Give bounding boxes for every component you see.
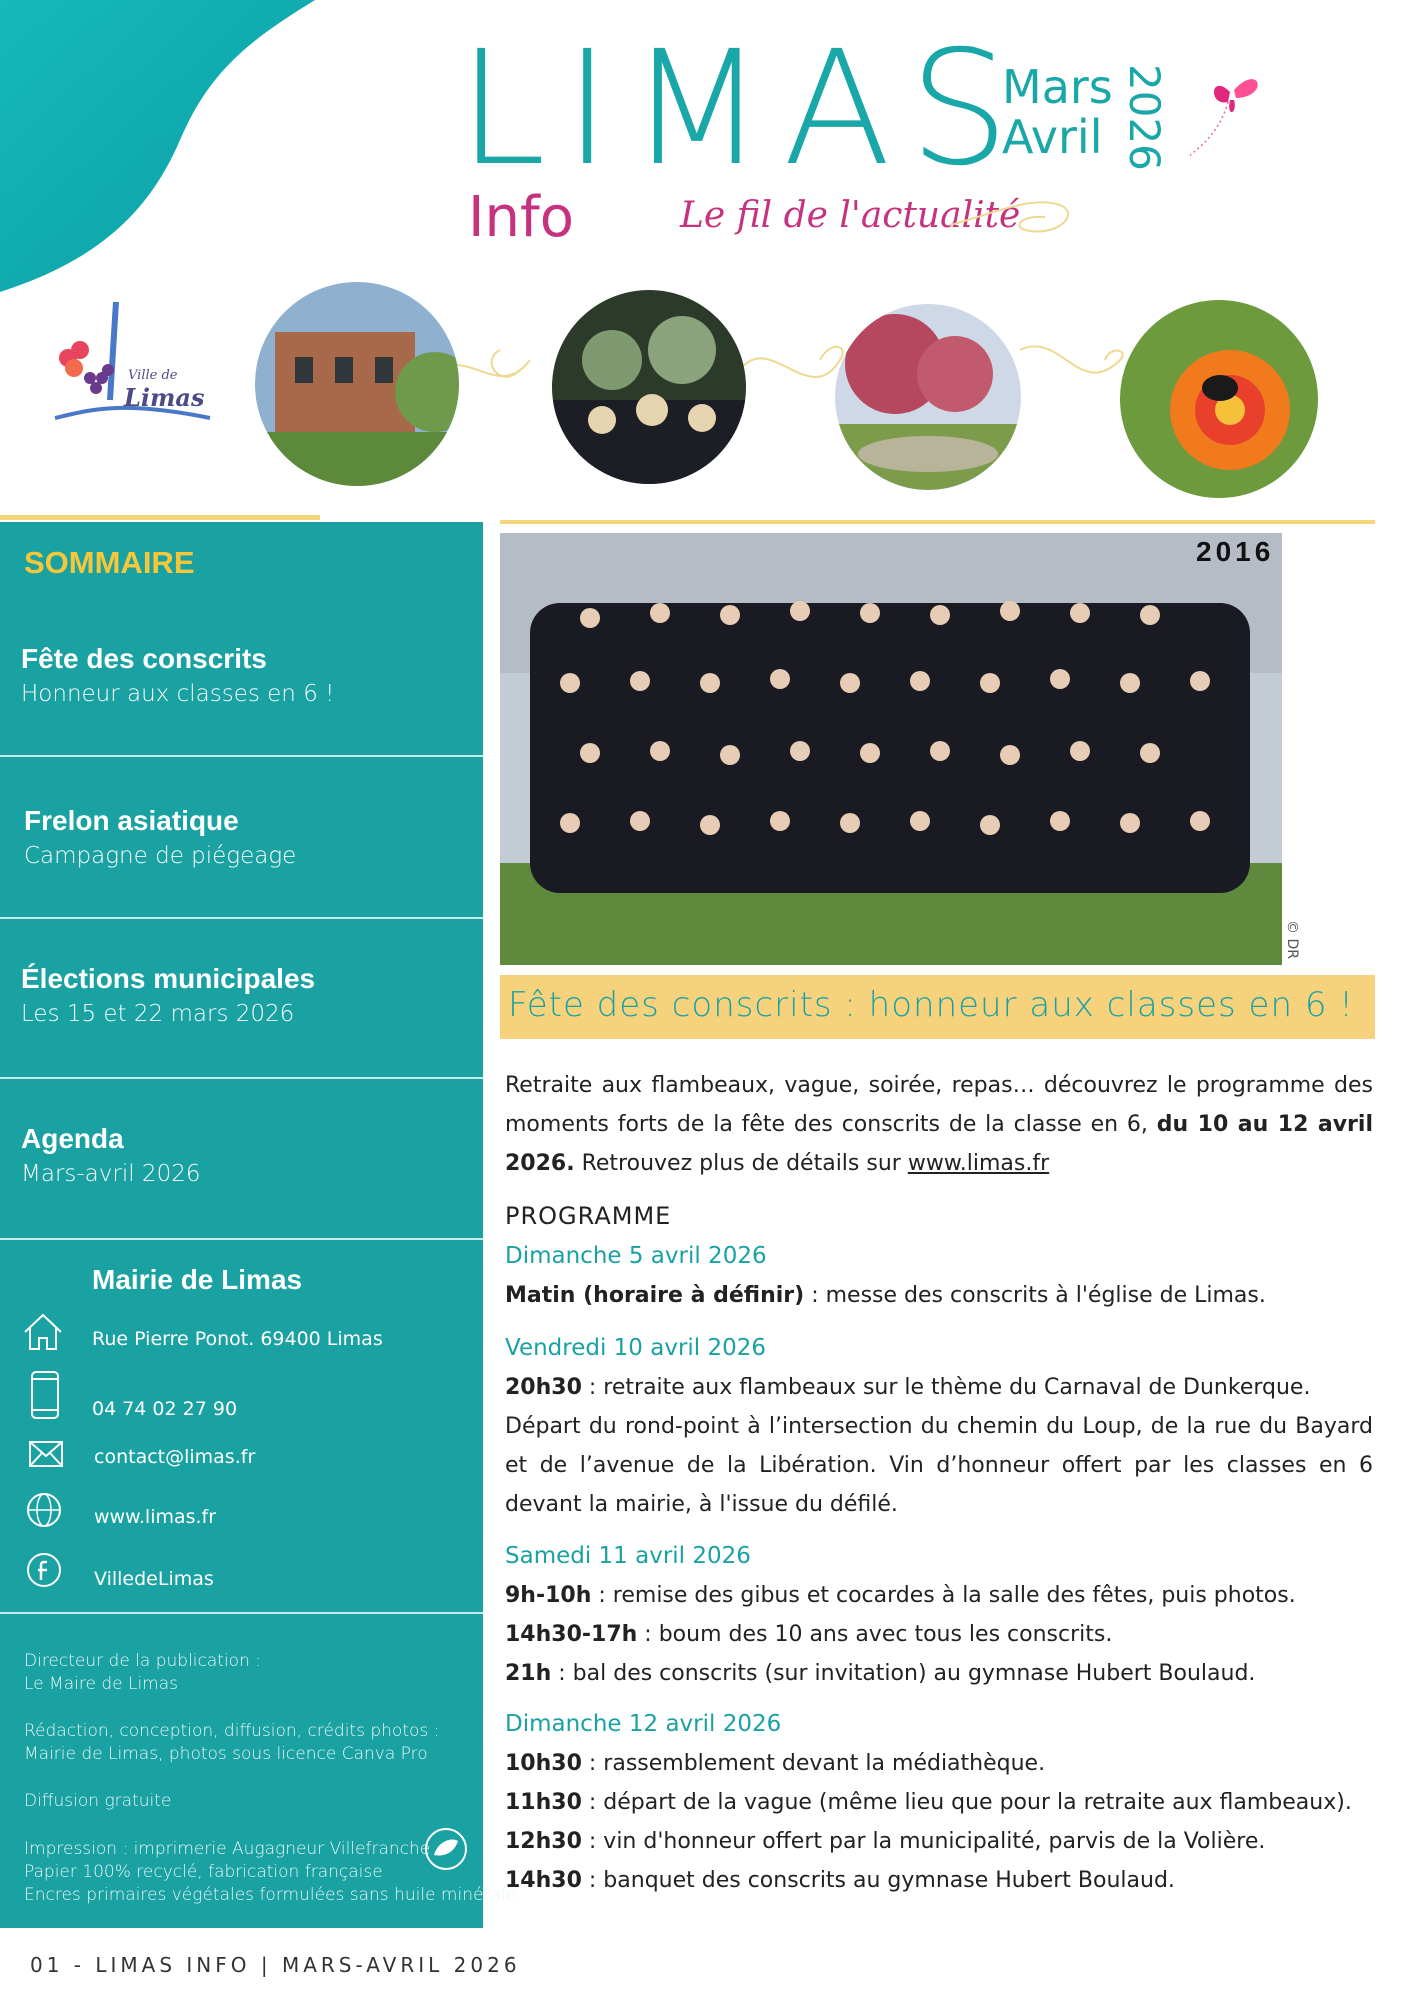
home-icon (22, 1310, 64, 1352)
sommaire-item-title[interactable]: Frelon asiatique (24, 805, 239, 836)
programme-event: 11h30 : départ de la vague (même lieu que pour la retraite aux flambeaux). (505, 1790, 1352, 1815)
programme-title: PROGRAMME (505, 1202, 672, 1230)
programme-event: Matin (horaire à définir) : messe des conscrits à l'église de Limas. (505, 1283, 1266, 1308)
photo-blossom-park (835, 304, 1021, 490)
article-top-rule (500, 520, 1375, 524)
programme-day: Dimanche 5 avril 2026 (505, 1243, 767, 1269)
butterfly-icon (1190, 52, 1290, 162)
mairie-address: Rue Pierre Ponot. 69400 Limas (92, 1328, 383, 1350)
programme-event: 21h : bal des conscrits (sur invitation) au gymnase Hubert Boulaud. (505, 1661, 1256, 1686)
phone-icon (30, 1370, 60, 1422)
programme-day: Vendredi 10 avril 2026 (505, 1335, 767, 1361)
photo-town-hall (255, 282, 459, 486)
masthead-year (1118, 64, 1178, 174)
sidebar-divider (0, 1077, 483, 1079)
sidebar-divider (0, 755, 483, 757)
programme-event: Départ du rond-point à l’intersection du chemin du Loup, de la rue du Bayard et de l’avenue de la Libération. Vin d’honneur offert par les classes en 6 devant la mairie, à l'issue du défilé. (505, 1414, 1373, 1517)
sommaire-item-subtitle: Mars-avril 2026 (21, 1161, 201, 1187)
mairie-website[interactable]: www.limas.fr (94, 1506, 217, 1528)
masthead-title: LIMAS (458, 17, 1028, 201)
sommaire-item-title[interactable]: Agenda (21, 1123, 124, 1154)
sommaire-item-title[interactable]: Fête des conscrits (21, 643, 267, 674)
programme-event: 10h30 : rassemblement devant la médiathèque. (505, 1751, 1046, 1776)
header-wave (0, 0, 320, 300)
website-link[interactable]: www.limas.fr (907, 1151, 1050, 1176)
programme-day: Dimanche 12 avril 2026 (505, 1711, 782, 1737)
mairie-phone[interactable]: 04 74 02 27 90 (92, 1398, 238, 1420)
tagline-swirl (950, 195, 1080, 245)
sommaire-heading: SOMMAIRE (24, 545, 195, 580)
sommaire-item-subtitle: Les 15 et 22 mars 2026 (21, 1001, 295, 1027)
sidebar (0, 522, 483, 1928)
sommaire-item-subtitle: Honneur aux classes en 6 ! (21, 681, 335, 707)
programme-event: 20h30 : retraite aux flambeaux sur le thème du Carnaval de Dunkerque. (505, 1375, 1311, 1400)
eco-leaf-icon (424, 1827, 468, 1871)
photo-conscrits-parade (552, 290, 746, 484)
masthead-month-2: Avril (1002, 110, 1103, 164)
mail-icon (28, 1440, 64, 1468)
credit-impression: Impression : imprimerie Augagneur Villefranche Papier 100% recyclé, fabrication française Encres primaires végétales formulées sans huile minérale (24, 1839, 517, 1905)
page-footer: 01 - LIMAS INFO | MARS-AVRIL 2026 (30, 1953, 521, 1977)
facebook-icon (26, 1552, 66, 1592)
logo-ville-text: Ville de (128, 368, 178, 383)
programme-event: 14h30-17h : boum des 10 ans avec tous les conscrits. (505, 1622, 1113, 1647)
mairie-email[interactable]: contact@limas.fr (94, 1446, 256, 1468)
programme-event: 12h30 : vin d'honneur offert par la municipalité, parvis de la Volière. (505, 1829, 1266, 1854)
sidebar-divider (0, 917, 483, 919)
logo-limas-text: Limas (124, 383, 205, 412)
globe-icon (26, 1492, 66, 1532)
article-headline: Fête des conscrits : honneur aux classes en 6 ! (508, 985, 1354, 1025)
credit-publication: Directeur de la publication : Le Maire de Limas (24, 1651, 261, 1694)
article-intro: Retraite aux flambeaux, vague, soirée, repas… découvrez le programme des moments forts de la fête des conscrits de la classe en 6, du 10 au 12 avril 2026. Retrouvez plus de détails sur www.limas.fr (505, 1073, 1373, 1176)
masthead-month-1: Mars (1002, 60, 1113, 114)
sidebar-divider (0, 1238, 483, 1240)
svg-text:2026: 2026 (1120, 64, 1169, 171)
credit-redaction: Rédaction, conception, diffusion, crédits photos : Mairie de Limas, photos sous licence Canva Pro (24, 1721, 440, 1764)
programme-event: 14h30 : banquet des conscrits au gymnase Hubert Boulaud. (505, 1868, 1175, 1893)
masthead-tagline: Le fil de l'actualité (680, 195, 1021, 236)
sidebar-divider (0, 1612, 483, 1614)
sommaire-item-subtitle: Campagne de piégeage (24, 843, 297, 869)
mairie-facebook[interactable]: VilledeLimas (94, 1568, 214, 1590)
credit-diffusion: Diffusion gratuite (24, 1791, 172, 1811)
masthead-info: Info (468, 185, 574, 250)
photo-conscrits-group (500, 533, 1282, 965)
mairie-title: Mairie de Limas (92, 1264, 303, 1295)
programme-event: 9h-10h : remise des gibus et cocardes à la salle des fêtes, puis photos. (505, 1583, 1296, 1608)
sidebar-top-rule (0, 515, 320, 520)
programme-day: Samedi 11 avril 2026 (505, 1543, 751, 1569)
photo-year-label: 2016 (1196, 536, 1275, 567)
photo-flower-bee (1120, 300, 1318, 498)
sommaire-item-title[interactable]: Élections municipales (21, 963, 316, 994)
photo-credit: © DR (1284, 920, 1300, 959)
